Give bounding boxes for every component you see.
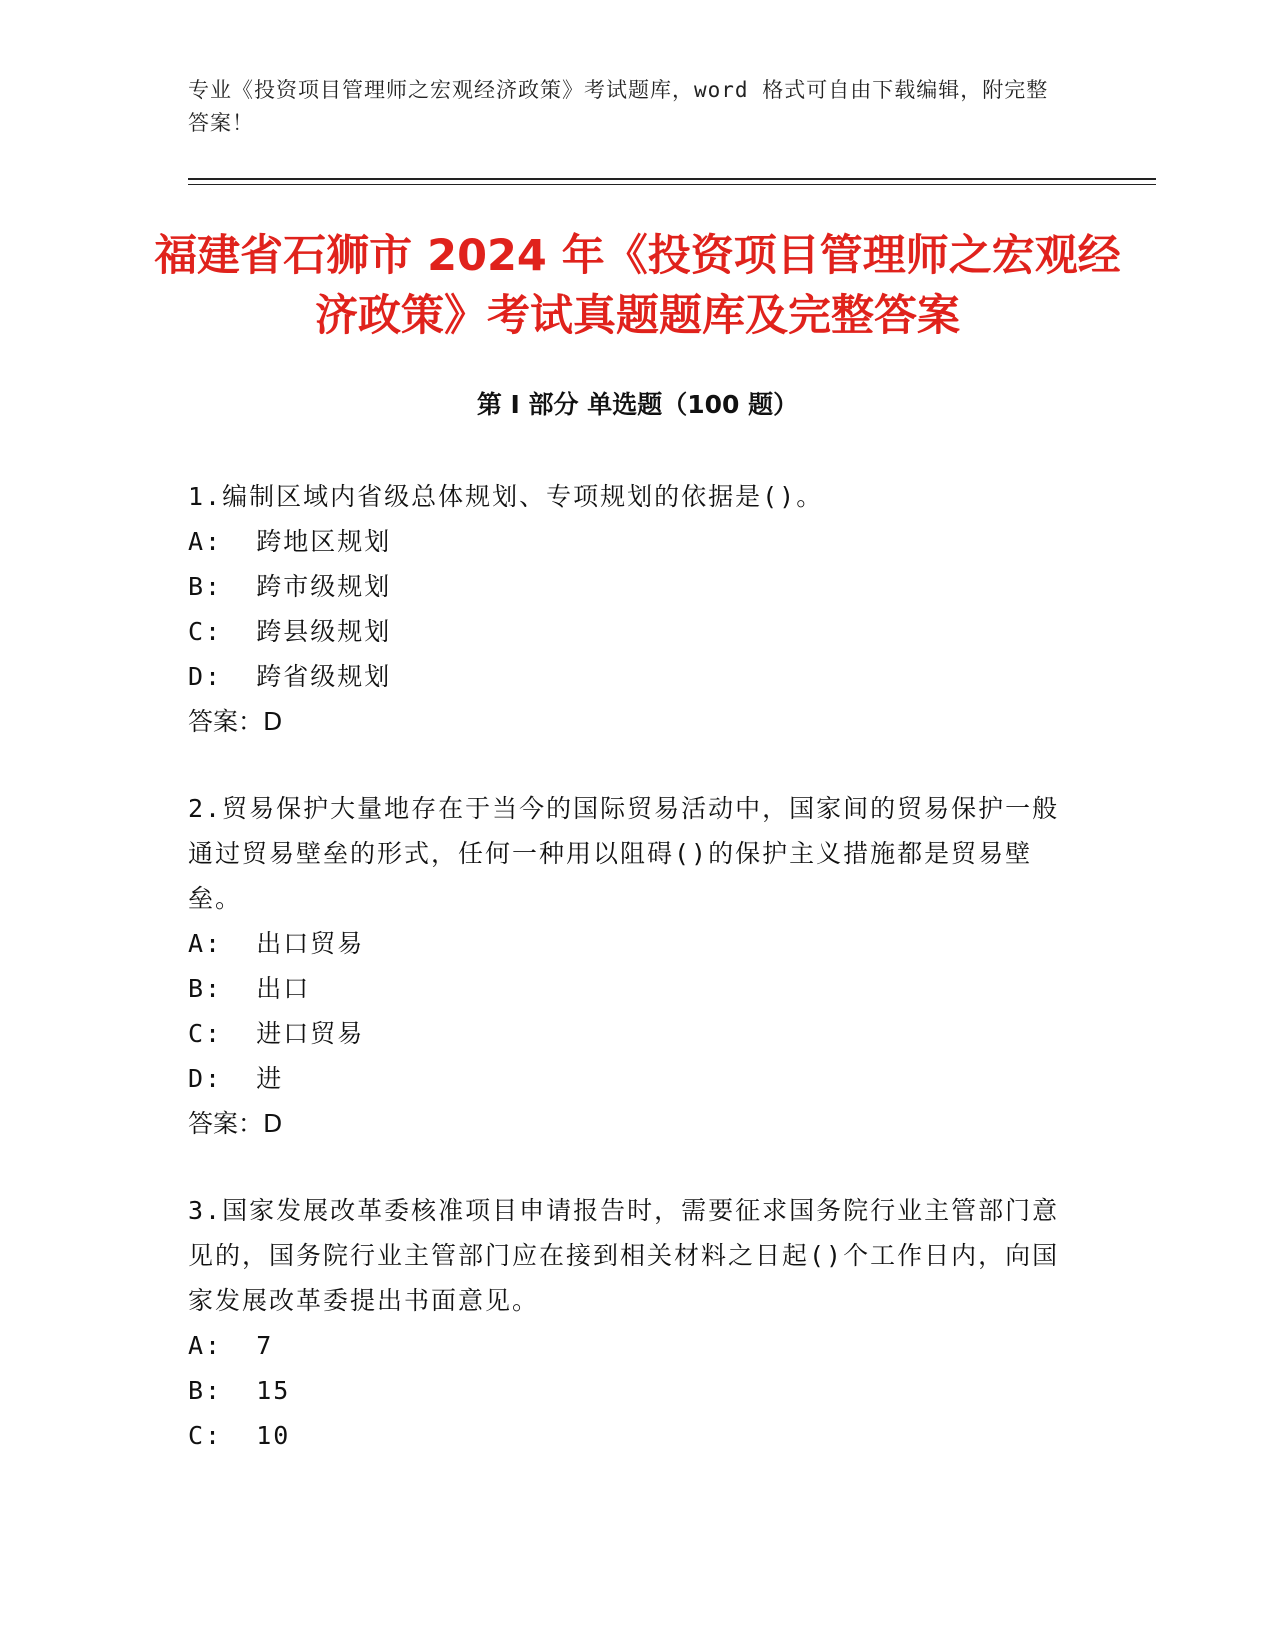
section-heading: 第 I 部分 单选题（100 题） [476,390,799,419]
answer: 答案：D [188,1109,283,1138]
question-3 [188,1188,1068,1458]
option-c: C: 跨县级规划 [188,617,392,646]
option-c: C: 10 [188,1421,291,1450]
question-2 [188,786,1068,1146]
option-a: A: 出口贸易 [188,929,365,958]
answer: 答案：D [188,707,283,736]
option-b: B: 出口 [188,974,311,1003]
document-title: 福建省石狮市 2024 年《投资项目管理师之宏观经济政策》考试真题题库及完整答案 [154,231,1121,341]
question-stem: 3.国家发展改革委核准项目申请报告时，需要征求国务院行业主管部门意见的，国务院行业主管部门应在接到相关材料之日起()个工作日内，向国家发展改革委提出书面意见。 [188,1196,1060,1315]
question-1 [188,474,1068,744]
question-list [188,474,1068,1500]
option-d: D: 跨省级规划 [188,662,392,691]
header-note: 专业《投资项目管理师之宏观经济政策》考试题库，word 格式可自由下载编辑，附完整答案！ [188,78,1049,135]
option-b: B: 跨市级规划 [188,572,392,601]
header-rule-thick [188,178,1156,180]
option-c: C: 进口贸易 [188,1019,365,1048]
question-stem: 2.贸易保护大量地存在于当今的国际贸易活动中，国家间的贸易保护一般通过贸易壁垒的形式，任何一种用以阻碍()的保护主义措施都是贸易壁垒。 [188,794,1060,913]
option-d: D: 进 [188,1064,284,1093]
option-a: A: 7 [188,1331,274,1360]
question-stem: 1.编制区域内省级总体规划、专项规划的依据是()。 [188,482,824,511]
header-rule-thin [188,184,1156,185]
option-b: B: 15 [188,1376,291,1405]
option-a: A: 跨地区规划 [188,527,392,556]
